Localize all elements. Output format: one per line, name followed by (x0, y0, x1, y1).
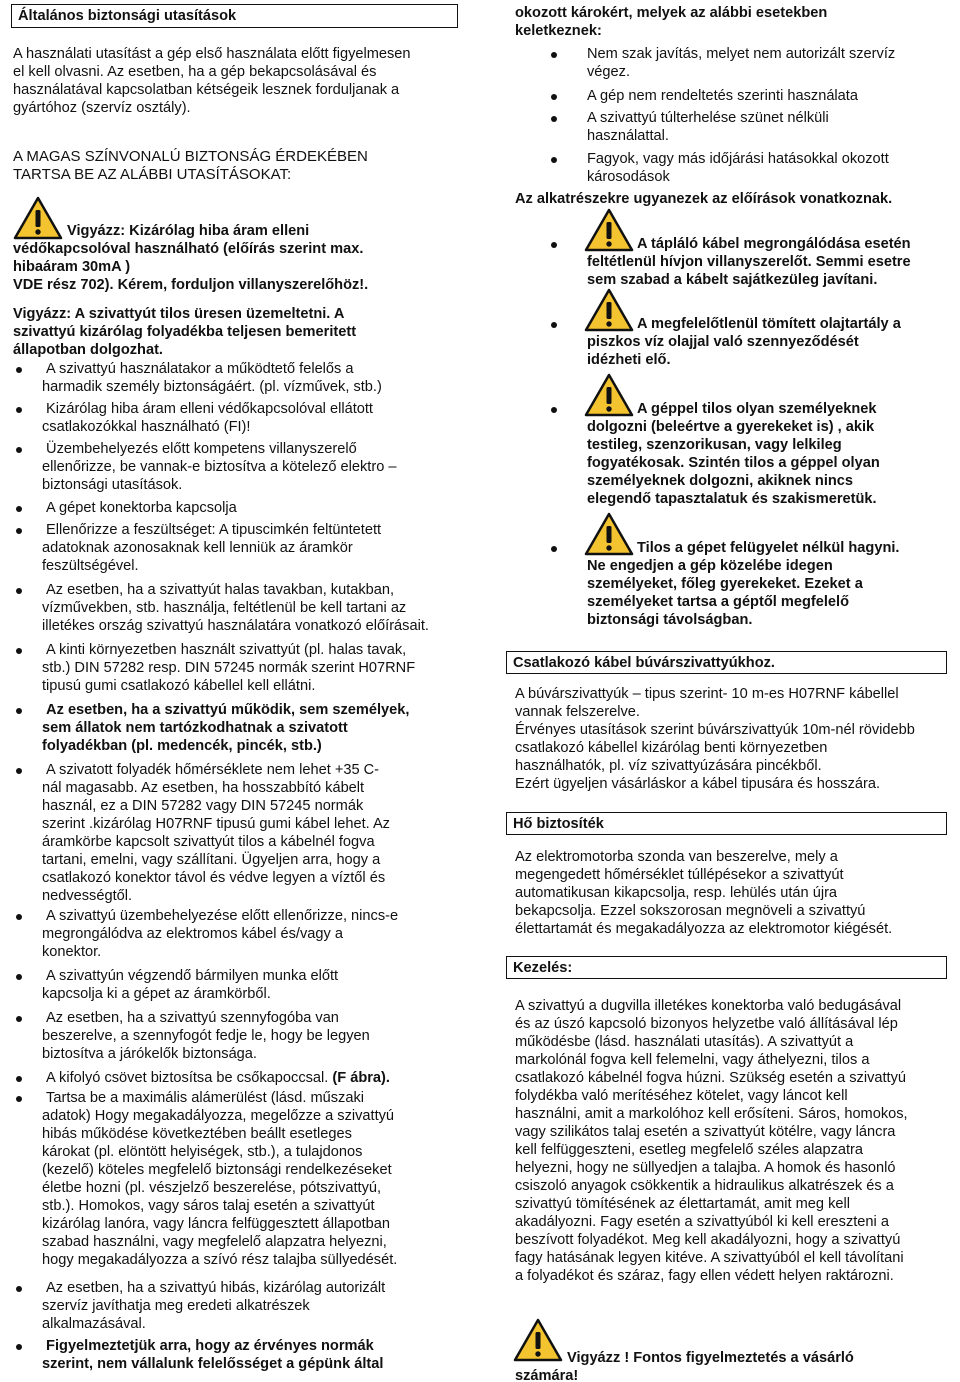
intro-line: el kell olvasni. Az esetben, ha a gép bekapcsolásával és (13, 64, 377, 80)
cable-line: használhatók, pl. víz szivattyúzására pincékből. (515, 758, 822, 774)
list-item-line: adatok) Hogy megakadályozza, megelőzze a szivattyú (42, 1108, 395, 1124)
section-heading-handling (506, 956, 947, 979)
bullet-dot (16, 447, 22, 453)
list-item-line: kapcsolja ki a gépet az áramkörből. (42, 986, 271, 1002)
handling-line: A szivattyú a dugvilla illetékes konektorba való bedugásával (515, 998, 902, 1014)
list-item-line: Ellenőrizze a feszültséget: A tipuscimkén feltüntetett (42, 522, 382, 538)
list-item-line: Üzembehelyezés előtt kompetens villanyszerelő (42, 441, 357, 457)
list-item-line: A kifolyó csövet biztosítsa be csőkapoccsal. (F ábra). (42, 1070, 390, 1086)
list-item-line: használattal. (587, 128, 669, 144)
fuse-line: Az elektromotorba szonda van beszerelve, mely a (515, 849, 838, 865)
handling-line: vagy szilikátos talaj esetén a szivattyút kötélre, vagy láncra (515, 1124, 896, 1140)
list-item-line: biztosítva a járókelők biztonsága. (42, 1046, 257, 1062)
intro-line: A használati utasítást a gép első használata előtt figyelmesen (13, 46, 411, 62)
section-heading-text: Hő biztosíték (513, 816, 604, 832)
list-item-line: használ, ez a DIN 57282 vagy DIN 57245 normák (42, 798, 364, 814)
warning-line: személyeknek dolgozni, akiknek nincs (587, 473, 854, 489)
list-item (587, 150, 889, 186)
list-item-line: kizárólag lanóra, vagy láncra felfüggesztett állapotban (42, 1216, 391, 1232)
list-item-line: károkat (pl. elöntött helyiségek, stb.), a tulajdonos (42, 1144, 363, 1160)
list-item-line: Az esetben, ha a szivattyú hibás, kizárólag autorizált (42, 1280, 386, 1296)
damage-line: okozott károkért, melyek az alábbi esetekben (515, 5, 828, 21)
list-item-line: nedvességtől. (42, 888, 133, 904)
list-item-line: életbe hozni (pl. vészjelző beszerelése, pótszivattyú, (42, 1180, 382, 1196)
list-item-line: károsodások (587, 169, 670, 185)
list-item-line: alkalmazásával. (42, 1316, 146, 1332)
list-item (42, 521, 381, 575)
damage-intro (515, 4, 827, 40)
list-item-line: Fagyok, vagy más időjárási hatásokkal okozott (587, 151, 889, 167)
list-item-line: hibás működése következtében beállt esetleges (42, 1126, 352, 1142)
warning-dry-run-text (13, 305, 356, 359)
list-item (587, 109, 829, 145)
final-warning-text (515, 1349, 854, 1382)
fuse-line: megengedett hőmérséklet túllépésekor a szivattyút (515, 867, 844, 883)
list-item-line: illetékes ország szivattyú használatára vonatkozó előírásait. (42, 618, 429, 634)
list-item (42, 967, 338, 1003)
bullet-dot (16, 914, 22, 920)
list-item-line: csatlakozókkal használható (FI)! (42, 419, 251, 435)
section-heading-thermal-fuse (506, 812, 947, 835)
caps-instruction (13, 148, 368, 184)
warning-item (587, 235, 911, 289)
warning-line: testileg, szenzorikusan, vagy lelkileg (587, 437, 842, 453)
section-heading-cable (506, 651, 947, 674)
intro-line: használatával kapcsolatban kétségeik lesznek forduljanak a (13, 82, 400, 98)
list-item-line: hogy megakadályozza a szívó rész talajba süllyedését. (42, 1252, 398, 1268)
handling-line: akadályozni. Fagy esetén a szivattyúból ki kell ereszteni a (515, 1214, 889, 1230)
list-item-line: stb.) DIN 57282 resp. DIN 57245 normák szerint H07RNF (42, 660, 416, 676)
intro-paragraph (13, 45, 411, 117)
list-item-line: A szivatott folyadék hőmérséklete nem lehet +35 C- (42, 762, 380, 778)
handling-line: a folyadékot és száraz, fagy ellen védett helyen raktározni. (515, 1268, 894, 1284)
list-item (42, 701, 409, 755)
cable-line: vannak felszerelve. (515, 704, 640, 720)
warning-line: sem szabad a kábelt sajátkezüleg javítani. (587, 272, 878, 288)
list-item-line: A gép nem rendeltetés szerinti használata (587, 88, 858, 104)
handling-line: markolónál fogva kell felemelni, vagy áthelyezni, tilos a (515, 1052, 870, 1068)
list-item-line: harmadik személy biztonságáért. (pl. vízművek, stb.) (42, 379, 382, 395)
list-item-line: sem állatok nem tartózkodhatnak a szivatott (42, 720, 348, 736)
cable-line: A búvárszivattyúk – tipus szerint- 10 m-es H07RNF kábellel (515, 686, 899, 702)
list-item (42, 1337, 383, 1373)
bullet-dot (551, 322, 557, 328)
handling-line: működésbe (lásd. használati utasítás). A szivattyút a (515, 1034, 854, 1050)
handling-line: beszívott folyadékot. Meg kell akadályozni, hogy a szivattyú (515, 1232, 901, 1248)
list-item-line: Nem szak javítás, melyet nem autorizált szervíz (587, 46, 896, 62)
bullet-dot (16, 708, 22, 714)
bullet-dot (16, 1076, 22, 1082)
fuse-line: élettartamát és megakadályozza az elektromotor kiégését. (515, 921, 893, 937)
list-item-line: szabad használni, vagy megfelelő alapzatra helyezni, (42, 1234, 387, 1250)
section-heading-text: Csatlakozó kábel búvárszivattyúkhoz. (513, 655, 775, 671)
warning-item (587, 539, 899, 629)
bullet-dot (551, 116, 557, 122)
damage-line: keletkeznek: (515, 23, 602, 39)
bullet-dot (16, 974, 22, 980)
warning-line: feltétlenül hívjon villanyszerelőt. Semmi esetre (587, 254, 911, 270)
list-item (42, 907, 398, 961)
list-item (42, 1089, 397, 1269)
caps-line: A MAGAS SZÍNVONALÚ BIZTONSÁG ÉRDEKÉBEN (13, 148, 368, 165)
warning-line: fogyatékosak. Szintén tilos a géppel olyan (587, 455, 880, 471)
list-item (42, 1069, 390, 1087)
bullet-dot (16, 1344, 22, 1350)
bullet-dot (551, 94, 557, 100)
list-item-line: vízművekben, stb. használja, feltétlenül be kell tartani az (42, 600, 407, 616)
list-item-line: folyadékban (pl. medencék, pincék, stb.) (42, 738, 322, 754)
list-item-line: ellenőrizze, be vannak-e biztosítva a kötelező elektro – (42, 459, 397, 475)
bullet-dot (551, 407, 557, 413)
list-item (42, 360, 382, 396)
warning-line: A megfelelőtlenül tömített olajtartály a (637, 316, 901, 332)
warning-line: Vigyázz: A szivattyút tilos üresen üzemeltetni. A (13, 306, 345, 322)
bullet-dot (551, 157, 557, 163)
list-item (42, 1279, 385, 1333)
cable-line: Érvényes utasítások szerint búvárszivattyúk 10m-nél rövidebb (515, 722, 915, 738)
handling-line: helyezni, hogy ne süllyedjen a talajba. A homok és hasonló (515, 1160, 896, 1176)
warning-line: piszkos víz olajjal való szennyeződését (587, 334, 859, 350)
list-item-line: A szivattyú túlterhelése szünet nélküli (587, 110, 829, 126)
warning-line: Tilos a gépet felügyelet nélkül hagyni. (637, 540, 900, 556)
list-item-line: tartani, emelni, vagy szállítani. Ügyeljen arra, hogy a (42, 852, 381, 868)
list-item-line: beszerelve, a szennyfogót fedje le, hogy be legyen (42, 1028, 370, 1044)
bullet-dot (16, 768, 22, 774)
list-item (42, 761, 390, 905)
list-item-line: szerint .kizárólag H07RNF tipusú gumi kábel lehet. Az (42, 816, 390, 832)
warning-line: dolgozni (beleértve a gyerekeket is) , akik (587, 419, 875, 435)
warning-line: idézheti elő. (587, 352, 671, 368)
handling-line: kell felfüggeszteni, esetleg megfelelő széles alapzatra (515, 1142, 864, 1158)
list-item-line: megrongálódva az elektromos kábel és/vagy a (42, 926, 343, 942)
list-item-line: áramkörbe kapcsolt szivattyút tilos a kábelnél fogva (42, 834, 375, 850)
cable-line: csatlakozó kábellel kizárólag benti környezetben (515, 740, 828, 756)
section-heading-general-safety (11, 4, 458, 28)
warning-line: A géppel tilos olyan személyeknek (637, 401, 877, 417)
warning-line: A tápláló kábel megrongálódása esetén (637, 236, 911, 252)
bullet-dot (16, 588, 22, 594)
list-item-line: A szivattyú használatakor a működtető felelős a (42, 361, 354, 377)
list-item-line: nál magasabb. Az esetben, ha hosszabbító kábelt (42, 780, 365, 796)
list-item-line: szerint, nem vállalunk felelősséget a gépünk által (42, 1356, 384, 1372)
list-item-line: szervíz javíthatja meg eredeti alkatrészek (42, 1298, 310, 1314)
warning-fi-text (13, 222, 368, 294)
list-item-line: A kinti környezetben használt szivattyút (pl. halas tavak, (42, 642, 407, 658)
list-item (42, 499, 237, 517)
bullet-dot (16, 367, 22, 373)
list-item (42, 400, 373, 436)
list-item-line: A szivattyún végzendő bármilyen munka előtt (42, 968, 339, 984)
bullet-dot (551, 52, 557, 58)
list-item-line: Az esetben, ha a szivattyú szennyfogóba van (42, 1010, 339, 1026)
warning-line: Vigyázz ! Fontos figyelmeztetés a vásárló (567, 1350, 854, 1366)
list-item-line: stb.). Homokos, vagy sáros talaj esetén a szivattyút (42, 1198, 375, 1214)
warning-line: elegendő tapasztalatuk és szakismeretük. (587, 491, 877, 507)
list-item-line: A szivattyú üzembehelyezése előtt ellenőrizze, nincs-e (42, 908, 399, 924)
list-item-line: Az esetben, ha a szivattyút halas tavakban, kutakban, (42, 582, 395, 598)
list-item (42, 581, 429, 635)
list-item-line: Kizárólag hiba áram elleni védőkapcsolóval ellátott (42, 401, 373, 417)
handling-line: szivattyú tömítésének az élettartamát, amit meg kell (515, 1196, 850, 1212)
list-item-line: A gépet konektorba kapcsolja (42, 500, 237, 516)
warning-line: VDE rész 702). Kérem, forduljon villanyszerelőhöz!. (13, 277, 369, 293)
list-item (587, 45, 895, 81)
warning-line: számára! (515, 1368, 579, 1382)
handling-line: és az úszó kapcsoló bizonyos helyzetbe való állításával lép (515, 1016, 898, 1032)
list-item-line: csatlakozó konektor távol és védve legyen a víztől és (42, 870, 386, 886)
warning-line: szivattyú kizárólag folyadékba teljesen bemeritett (13, 324, 357, 340)
list-item-line: Az esetben, ha a szivattyú működik, sem személyek, (42, 702, 410, 718)
list-item (42, 440, 397, 494)
handling-line: fagy hatásának legyen kitéve. A szivattyúból el kell távolítani (515, 1250, 904, 1266)
cable-line: Ezért ügyeljen vásárláskor a kábel tipusára és hosszára. (515, 776, 881, 792)
bullet-dot (16, 648, 22, 654)
figure-reference: (F ábra). (328, 1070, 390, 1086)
fuse-paragraph (515, 848, 892, 938)
warning-line: személyeket, főleg gyerekeket. Ezeket a (587, 576, 863, 592)
warning-line: személyeket tartsa a géptől megfelelő (587, 594, 849, 610)
warning-item (587, 400, 880, 508)
list-item-line: feszültségével. (42, 558, 139, 574)
bullet-dot (16, 1096, 22, 1102)
bullet-dot (551, 242, 557, 248)
bullet-dot (16, 1286, 22, 1292)
section-heading-text: Kezelés: (513, 960, 573, 976)
section-heading-text: Általános biztonsági utasítások (18, 8, 237, 24)
bullet-dot (16, 506, 22, 512)
bullet-dot (16, 407, 22, 413)
warning-line: Vigyázz: Kizárólag hiba áram elleni (67, 223, 310, 239)
list-item-line: (kezelő) köteles megfelelő biztonsági rendelkezéseket (42, 1162, 392, 1178)
warning-line: hibaáram 30mA ) (13, 259, 131, 275)
bullet-dot (16, 528, 22, 534)
handling-line: csiszoló anyagok csökkentik a hidraulikus alkatrészek és a (515, 1178, 894, 1194)
warning-line: biztonsági távolságban. (587, 612, 753, 628)
cable-paragraph (515, 685, 915, 793)
bullet-dot (16, 1016, 22, 1022)
list-item (42, 641, 415, 695)
list-item-line: konektor. (42, 944, 102, 960)
handling-paragraph (515, 997, 908, 1285)
caps-line: TARTSA BE AZ ALÁBBI UTASÍTÁSOKAT: (13, 166, 292, 183)
fuse-line: automatikusan kikapcsolja, resp. lehülés után újra (515, 885, 838, 901)
list-item-line: biztonsági utasítások. (42, 477, 183, 493)
list-item-line: végez. (587, 64, 630, 80)
parts-line: Az alkatrészekre ugyanezek az előírások vonatkoznak. (515, 191, 893, 207)
list-item (587, 87, 858, 105)
intro-line: gyártóhoz (szervíz osztály). (13, 100, 191, 116)
warning-line: Ne engedjen a gép közelébe idegen (587, 558, 833, 574)
warning-line: állapotban dolgozhat. (13, 342, 163, 358)
warning-item (587, 315, 901, 369)
handling-line: folydékba való merítéséhez kötelet, vagy láncot kell (515, 1088, 848, 1104)
list-item-line: tipusú gumi csatlakozó kábellel kell ellátni. (42, 678, 316, 694)
handling-line: csatlakozó kábelnél fogva húzni. Szükség esetén a szivattyú (515, 1070, 907, 1086)
list-item-line: Figyelmeztetjük arra, hogy az érvényes normák (42, 1338, 374, 1354)
list-item (42, 1009, 370, 1063)
warning-line: védőkapcsolóval használható (előírás szerint max. (13, 241, 364, 257)
list-item-line: adatoknak azonosaknak kell lenniük az áramkör (42, 540, 353, 556)
handling-line: használni, amit a markolóhoz kell erősíteni. Sáros, homokos, (515, 1106, 908, 1122)
bullet-dot (551, 546, 557, 552)
fuse-line: bekapcsolja. Ezzel sokszorosan megnöveli a szivattyú (515, 903, 866, 919)
list-item-line: Tartsa be a maximális alámerülést (lásd. műszaki (42, 1090, 364, 1106)
